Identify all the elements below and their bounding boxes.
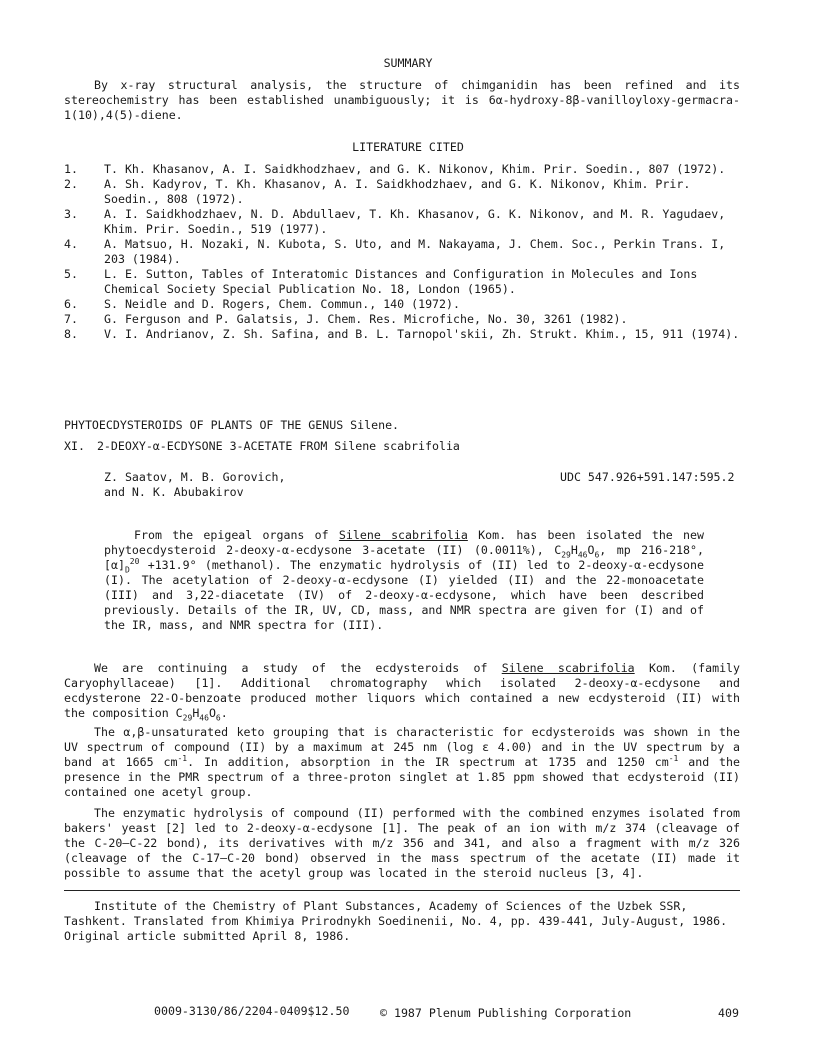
part-number: XI. bbox=[64, 439, 85, 453]
reference-number: 6. bbox=[64, 297, 78, 311]
reference-text: S. Neidle and D. Rogers, Chem. Commun., 140 (1972). bbox=[104, 297, 460, 311]
species-name: Silene scabrifolia bbox=[338, 528, 468, 542]
reference-item bbox=[64, 237, 740, 267]
article-title bbox=[64, 439, 740, 454]
reference-text: L. E. Sutton, Tables of Interatomic Distances and Configuration in Molecules and Ions Chemical Society Special Publication No. 18, London (1965). bbox=[104, 267, 698, 296]
reference-item bbox=[64, 327, 740, 342]
reference-number: 4. bbox=[64, 237, 78, 251]
species-name: Silene scabrifolia bbox=[501, 661, 635, 675]
issn-code: 0009-3130/86/2204-0409$12.50 bbox=[154, 1004, 350, 1018]
reference-list bbox=[64, 162, 740, 342]
body-paragraph-2: The α,β-unsaturated keto grouping that is characteristic for ecdysteroids was shown in the UV spectrum of compound (II) by a maximum at 245 nm (log ε 4.00) and in the UV spectrum by a band at 1665 $cm^{-1}$. In addition, absorption in the IR spectrum at 1735 and 1250 $cm^{-1}$ and the presence in the PMR spectrum of a three-proton singlet at 1.85 ppm showed that ecdysteroid (II) contained one acetyl group. bbox=[64, 725, 741, 799]
reference-number: 2. bbox=[64, 177, 78, 191]
summary-heading: SUMMARY bbox=[383, 56, 433, 70]
reference-item bbox=[64, 207, 740, 237]
page-number: 409 bbox=[718, 1006, 739, 1020]
reference-item bbox=[64, 162, 740, 177]
abstract: From the epigeal organs of Silene scabrifolia Kom. has been isolated the new phytoecdysteroid 2-deoxy-α-ecdysone 3-acetate (II) (0.0011%), $C_{29}H_{46}O_6$, mp 216-218°, $[\alpha]_D^{20} +131.9^\circ$ (methanol). The enzymatic hydrolysis of (II) led to 2-deoxy-α-ecdysone (I). The acetylation of 2-deoxy-α-ecdysone (I) yielded (II) and the 22-monoacetate (III) and 3,22-diacetate (IV) of 2-deoxy-α-ecdysone, which have been described previously. Details of the IR, UV, CD, mass, and NMR spectra are given for (I) and of the IR, mass, and NMR spectra for (III). bbox=[104, 528, 704, 632]
reference-text: A. I. Saidkhodzhaev, N. D. Abdullaev, T. Kh. Khasanov, G. K. Nikonov, and M. R. Yagudaev, Khim. Prir. Soedin., 519 (1977). bbox=[104, 207, 726, 236]
footnote-divider bbox=[64, 890, 740, 891]
reference-text: A. Sh. Kadyrov, T. Kh. Khasanov, A. I. Saidkhodzhaev, and G. K. Nikonov, Khim. Prir. Soedin., 808 (1972). bbox=[104, 177, 691, 206]
reference-text: A. Matsuo, H. Nozaki, N. Kubota, S. Uto, and M. Nakayama, J. Chem. Soc., Perkin Trans. I, 203 (1984). bbox=[104, 237, 726, 266]
authors bbox=[104, 470, 464, 500]
summary-text: By x-ray structural analysis, the structure of chimganidin has been refined and its stereochemistry has been established unambiguously; it is 6α-hydroxy-8β-vanilloyloxy-germacra-1(10),4(5)-diene. bbox=[64, 78, 740, 122]
authors-line-2: and N. K. Abubakirov bbox=[104, 485, 244, 499]
series-title: PHYTOECDYSTEROIDS OF PLANTS OF THE GENUS Silene. bbox=[64, 418, 400, 432]
reference-item bbox=[64, 177, 740, 207]
literature-heading: LITERATURE CITED bbox=[352, 140, 464, 154]
reference-number: 1. bbox=[64, 162, 78, 176]
udc-code: UDC 547.926+591.147:595.2 bbox=[560, 470, 735, 484]
reference-number: 3. bbox=[64, 207, 78, 221]
reference-text: V. I. Andrianov, Z. Sh. Safina, and B. L. Tarnopol'skii, Zh. Strukt. Khim., 15, 911 (1974). bbox=[104, 327, 740, 341]
footnote: Institute of the Chemistry of Plant Substances, Academy of Sciences of the Uzbek SSR, Tashkent. Translated from Khimiya Prirodnykh Soedinenii, No. 4, pp. 439-441, July-August, 1986. Original article submitted April 8, 1986. bbox=[64, 899, 728, 943]
reference-item bbox=[64, 312, 740, 327]
reference-text: T. Kh. Khasanov, A. I. Saidkhodzhaev, and G. K. Nikonov, Khim. Prir. Soedin., 807 (1972). bbox=[104, 162, 726, 176]
reference-number: 7. bbox=[64, 312, 78, 326]
reference-number: 5. bbox=[64, 267, 78, 281]
body-paragraph-3: The enzymatic hydrolysis of compound (II) performed with the combined enzymes isolated from bakers' yeast [2] led to 2-deoxy-α-ecdysone [1]. The peak of an ion with m/z 374 (cleavage of the C-20—C-22 bond), its derivatives with m/z 356 and 341, and also a fragment with m/z 326 (cleavage of the C-17—C-20 bond) observed in the mass spectrum of the acetate (II) made it possible to assume that the acetyl group was located in the steroid nucleus [3, 4]. bbox=[64, 806, 740, 880]
authors-line-1: Z. Saatov, M. B. Gorovich, bbox=[104, 470, 286, 484]
body-paragraph-1: We are continuing a study of the ecdysteroids of Silene scabrifolia Kom. (family Caryophyllaceae) [1]. Additional chromatography which isolated 2-deoxy-α-ecdysone and ecdysterone 22-O-benzoate produced mother liquors which contained a new ecdysteroid (II) with the composition $C_{29}H_{46}O_6$. bbox=[64, 661, 741, 723]
part-title: 2-DEOXY-α-ECDYSONE 3-ACETATE FROM Silene scabrifolia bbox=[96, 439, 460, 453]
reference-number: 8. bbox=[64, 327, 78, 341]
reference-item bbox=[64, 297, 740, 312]
reference-text: G. Ferguson and P. Galatsis, J. Chem. Res. Microfiche, No. 30, 3261 (1982). bbox=[104, 312, 628, 326]
reference-item bbox=[64, 267, 740, 297]
copyright: © 1987 Plenum Publishing Corporation bbox=[380, 1006, 632, 1020]
